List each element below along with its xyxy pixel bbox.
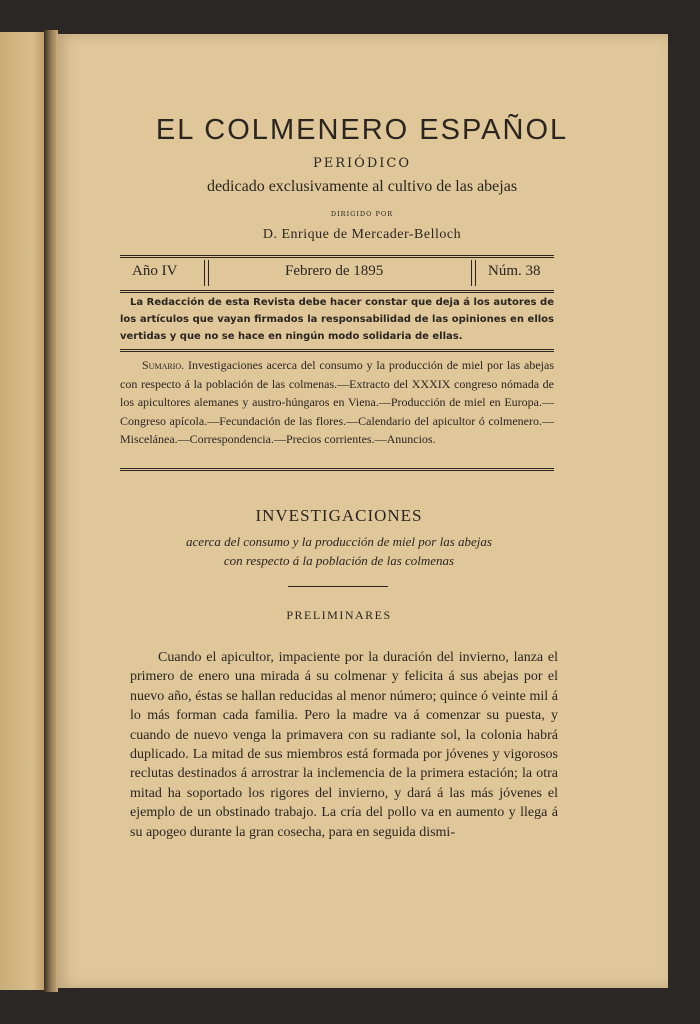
journal-page xyxy=(56,34,668,988)
issue-year: Año IV xyxy=(132,263,178,279)
article-title: INVESTIGACIONES xyxy=(255,506,423,525)
summary-block xyxy=(120,356,554,449)
short-divider xyxy=(288,586,388,587)
summary-text: Investigaciones acerca del consumo y la producción de miel por las abejas con respecto á la población de las colmenas.—Extracto del XXXIX congreso nómada de los apicultores alemanes y austro-húngaros en Viena.—Producción de miel en Europa.—Congreso apícola.—Fecundación de las flores.—Calendario del apicultor ó colmenero.—Miscelánea.—Correspondencia.—Precios corrientes.—Anuncios. xyxy=(120,358,555,446)
journal-tagline: dedicado exclusivamente al cultivo de las abejas xyxy=(206,178,518,195)
director-name: D. Enrique de Mercader-Belloch xyxy=(262,227,462,242)
directed-by-label: DIRIGIDO POR xyxy=(330,210,394,218)
article-body: Cuando el apicultor, impaciente por la duración del invierno, lanza el primero de enero una mirada á su colmenar y felicita á sus abejas por el nuevo año, éstas se hallan reducidas al menor número; quince ó veinte mil á lo más forman cada familia. Pero la madre va á comenzar su puesta, y cuando de nuevo venga la primavera con su radiante sol, la colonia habrá duplicado. La mitad de sus miembros está formada por jóvenes y vigorosos reclutas destinados á arrostrar la inclemencia de la primera estación; la otra mitad ha soportado los rigores del invierno, y dará á las más jóvenes el ejemplo de un obstinado trabajo. La cría del pollo va en aumento y llega á su apogeo durante la gran cosecha, para en seguida dismi- xyxy=(130,650,558,840)
issue-info-bar xyxy=(120,255,554,293)
journal-subtitle: PERIÓDICO xyxy=(313,156,411,171)
divider-rule xyxy=(120,349,554,352)
summary-label: Sumario. xyxy=(142,358,185,372)
journal-title: EL COLMENERO ESPAÑOL xyxy=(155,114,569,146)
issue-divider xyxy=(471,260,476,286)
section-heading: PRELIMINARES xyxy=(286,608,392,622)
issue-date: Febrero de 1895 xyxy=(285,263,384,279)
divider-rule xyxy=(120,468,554,471)
editorial-notice: La Redacción de esta Revista debe hacer constar que deja á los autores de los artículos que vayan firmados la responsabilidad de las opiniones en ellos vertidas y que no se hace en ningún modo solidaria de ellas. xyxy=(120,297,554,342)
facing-page-edge xyxy=(0,32,46,990)
article-subtitle-line1: acerca del consumo y la producción de miel por las abejas xyxy=(186,534,492,549)
issue-number: Núm. 38 xyxy=(488,263,541,279)
issue-divider xyxy=(204,260,209,286)
article-subtitle-line2: con respecto á la población de las colmenas xyxy=(223,553,455,568)
